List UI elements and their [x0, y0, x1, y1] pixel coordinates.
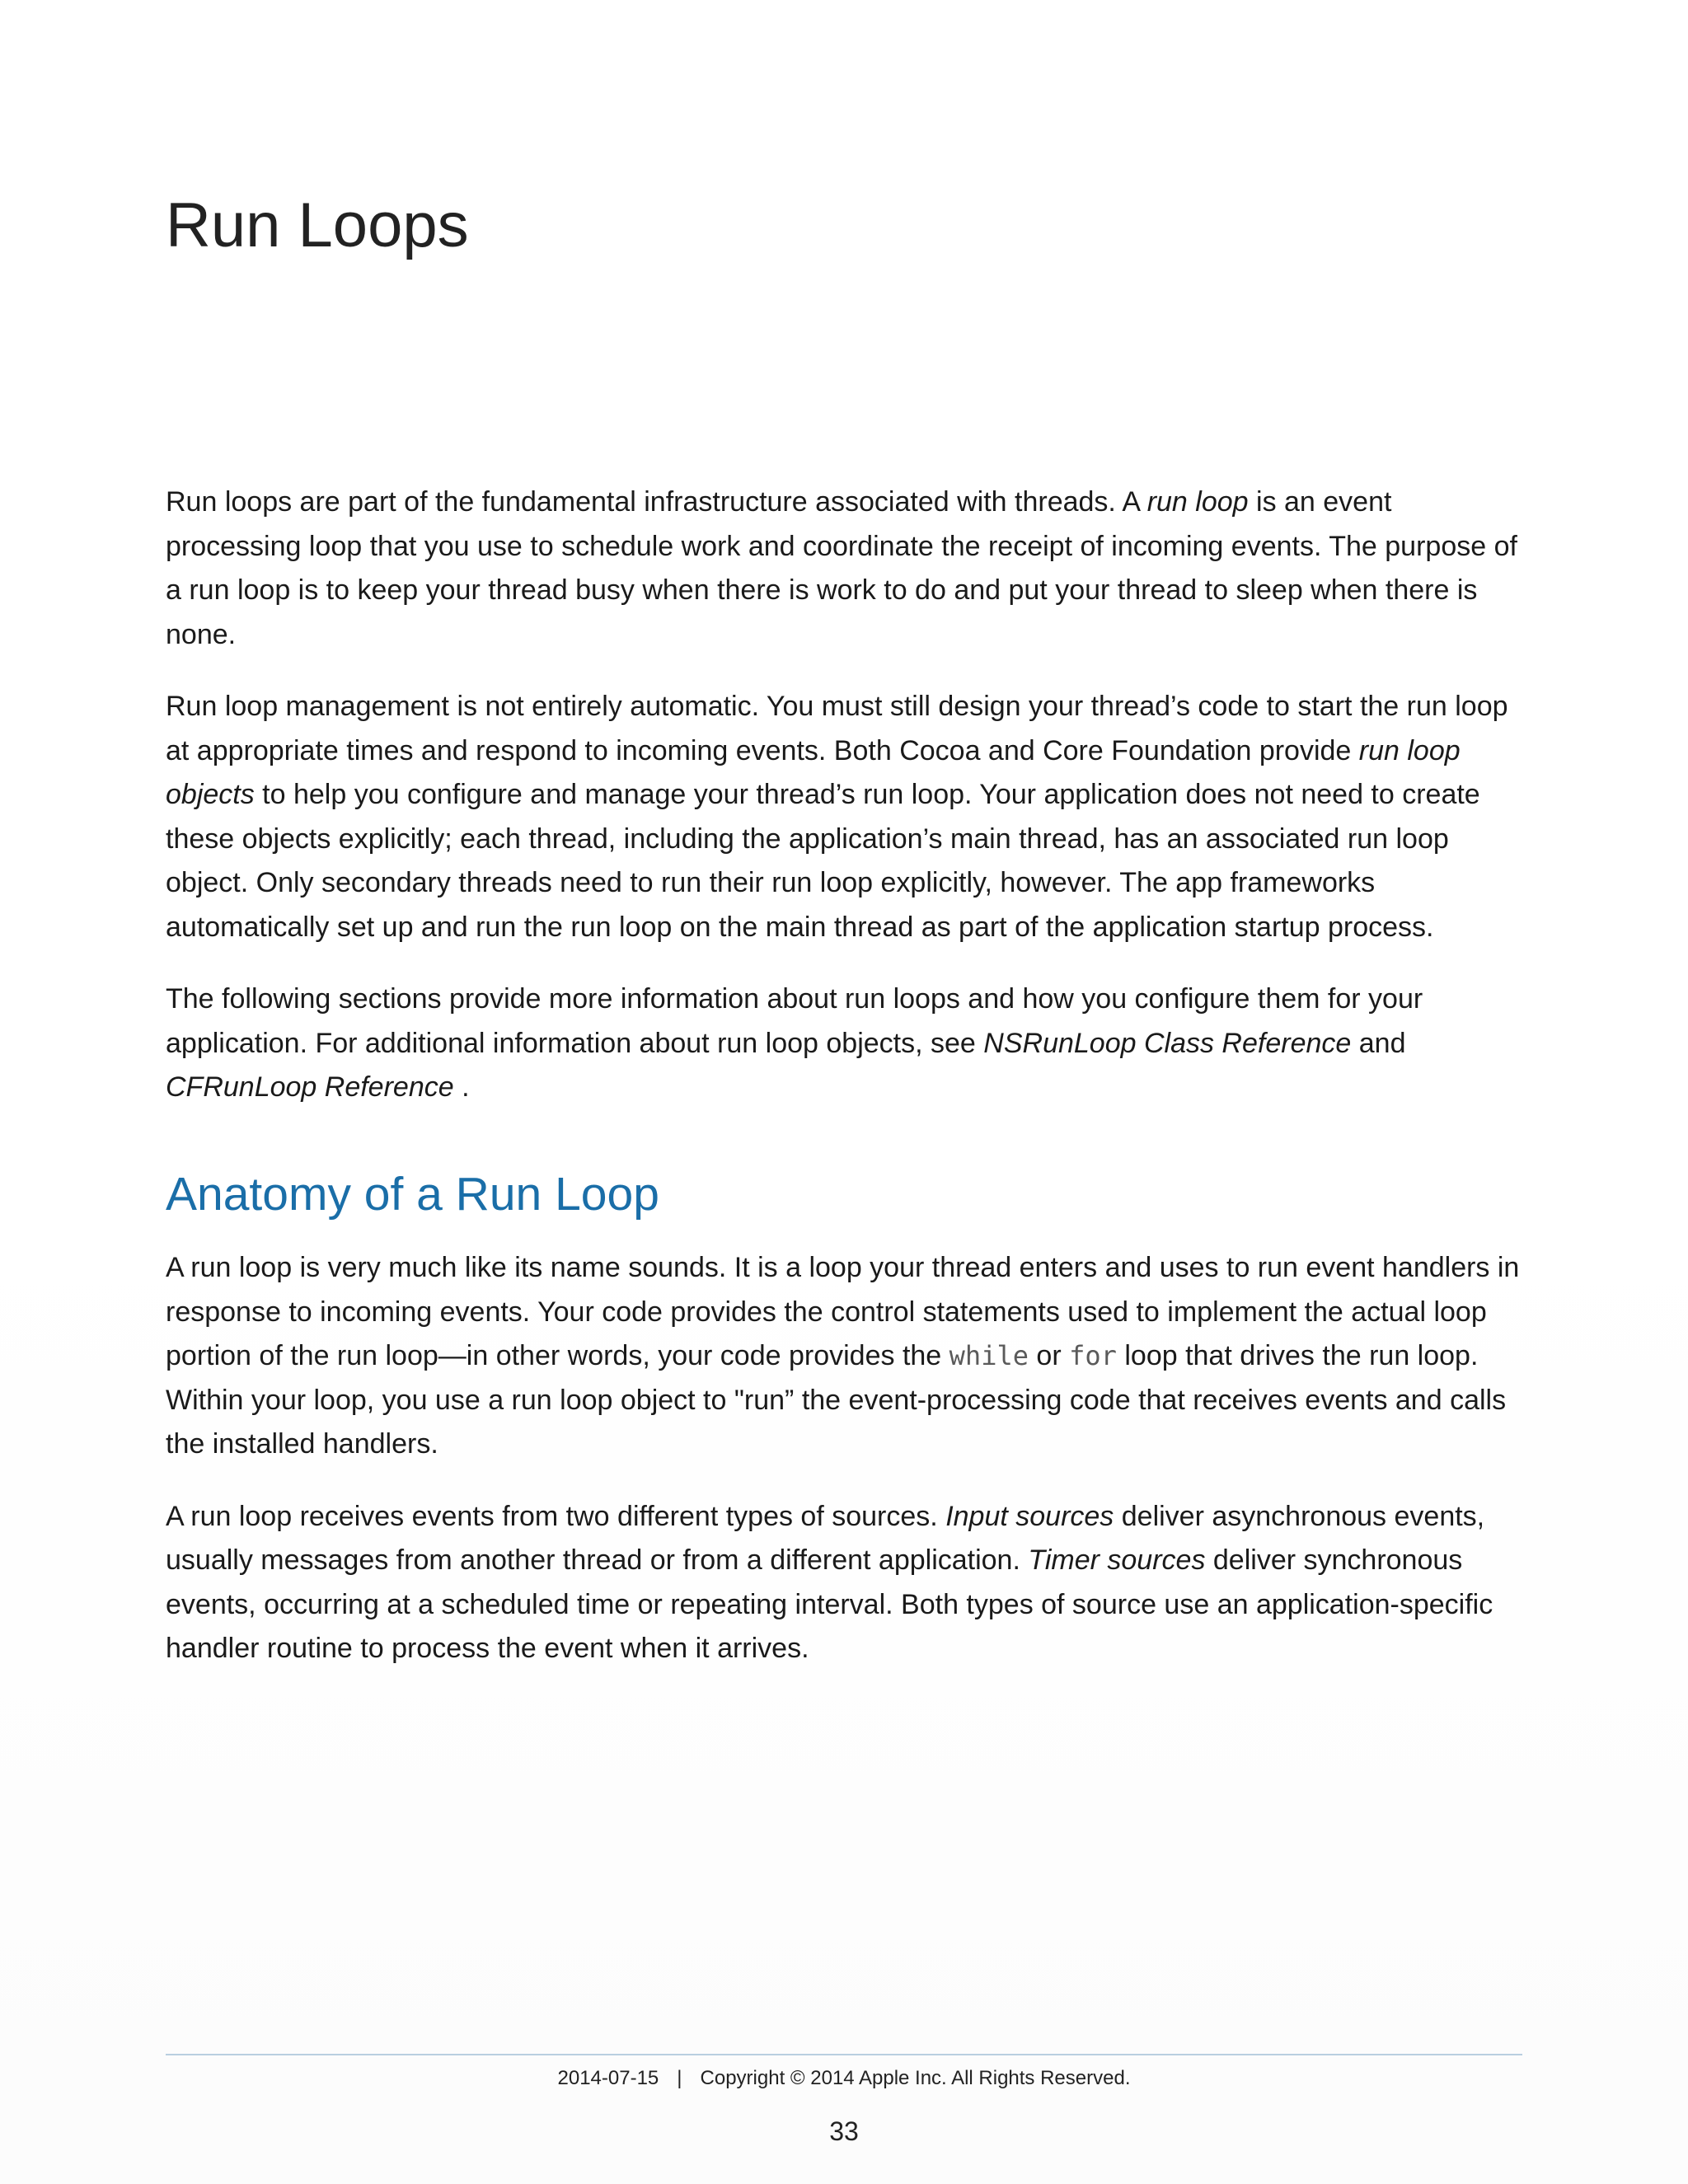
term-run-loop-objects: run loop objects [166, 734, 1461, 810]
nsrunloop-reference-link[interactable]: NSRunLoop Class Reference [983, 1027, 1352, 1059]
term-run-loop: run loop [1146, 486, 1249, 518]
text-span: or [1028, 1340, 1070, 1371]
term-input-sources: Input sources [945, 1500, 1114, 1532]
text-span: The following sections provide more information about run loops and how you configure them for your application. For additional information about run loop objects, see [166, 983, 1423, 1059]
code-for: for [1069, 1340, 1117, 1371]
intro-section [166, 480, 1526, 1110]
anatomy-paragraph-1 [166, 1246, 1526, 1467]
anatomy-paragraph-2 [166, 1495, 1526, 1671]
footer-copyright: Copyright © 2014 Apple Inc. All Rights Reserved. [700, 2067, 1131, 2089]
text-span: deliver synchronous events, occurring at a scheduled time or repeating interval. Both types of source use an application-specific handler routine to process the event when it arrives. [166, 1544, 1493, 1664]
text-span: and [1351, 1027, 1406, 1059]
anatomy-section [166, 1246, 1526, 1671]
text-span: . [453, 1071, 470, 1103]
intro-paragraph-1 [166, 480, 1526, 657]
cfrunloop-reference-link[interactable]: CFRunLoop Reference [166, 1071, 454, 1103]
term-timer-sources: Timer sources [1028, 1544, 1206, 1576]
page-number: 33 [829, 2116, 859, 2146]
chapter-title: Run Loops [166, 190, 469, 260]
text-span: is an event processing loop that you use to schedule work and coordinate the receipt of incoming events. The purpose of a run loop is to keep your thread busy when there is work to do and put your thread to sleep when there is none. [166, 486, 1517, 650]
footer-separator: | [677, 2067, 682, 2089]
text-span: deliver asynchronous events, usually messages from another thread or from a different application. [166, 1500, 1485, 1576]
text-span: Run loops are part of the fundamental infrastructure associated with threads. A [166, 486, 1147, 518]
intro-paragraph-3 [166, 977, 1526, 1110]
section-heading: Anatomy of a Run Loop [166, 1168, 659, 1221]
code-while: while [949, 1340, 1029, 1371]
text-span: Run loop management is not entirely automatic. You must still design your thread’s code to start the run loop at appropriate times and respond to incoming events. Both Cocoa and Core Foundation provide [166, 691, 1508, 766]
text-span: A run loop receives events from two different types of sources. [166, 1500, 946, 1532]
text-span: to help you configure and manage your thread’s run loop. Your application does not need to create these objects explicitly; each thread, including the application’s main thread, has an associated run loop object. Only secondary threads need to run their run loop explicitly, however. The app frameworks automatically set up and run the run loop on the main thread as part of the application startup process. [166, 779, 1480, 943]
intro-paragraph-2 [166, 685, 1526, 949]
text-span: loop that drives the run loop. Within your loop, you use a run loop object to "run” the event-processing code that receives events and calls the installed handlers. [166, 1340, 1507, 1460]
footer-divider [166, 2054, 1522, 2055]
footer [0, 2067, 1688, 2090]
text-span: A run loop is very much like its name sounds. It is a loop your thread enters and uses to run event handlers in response to incoming events. Your code provides the control statements used to implement the actual loop portion of the run loop—in other words, your code provides the [166, 1252, 1520, 1371]
footer-date: 2014-07-15 [557, 2067, 659, 2089]
